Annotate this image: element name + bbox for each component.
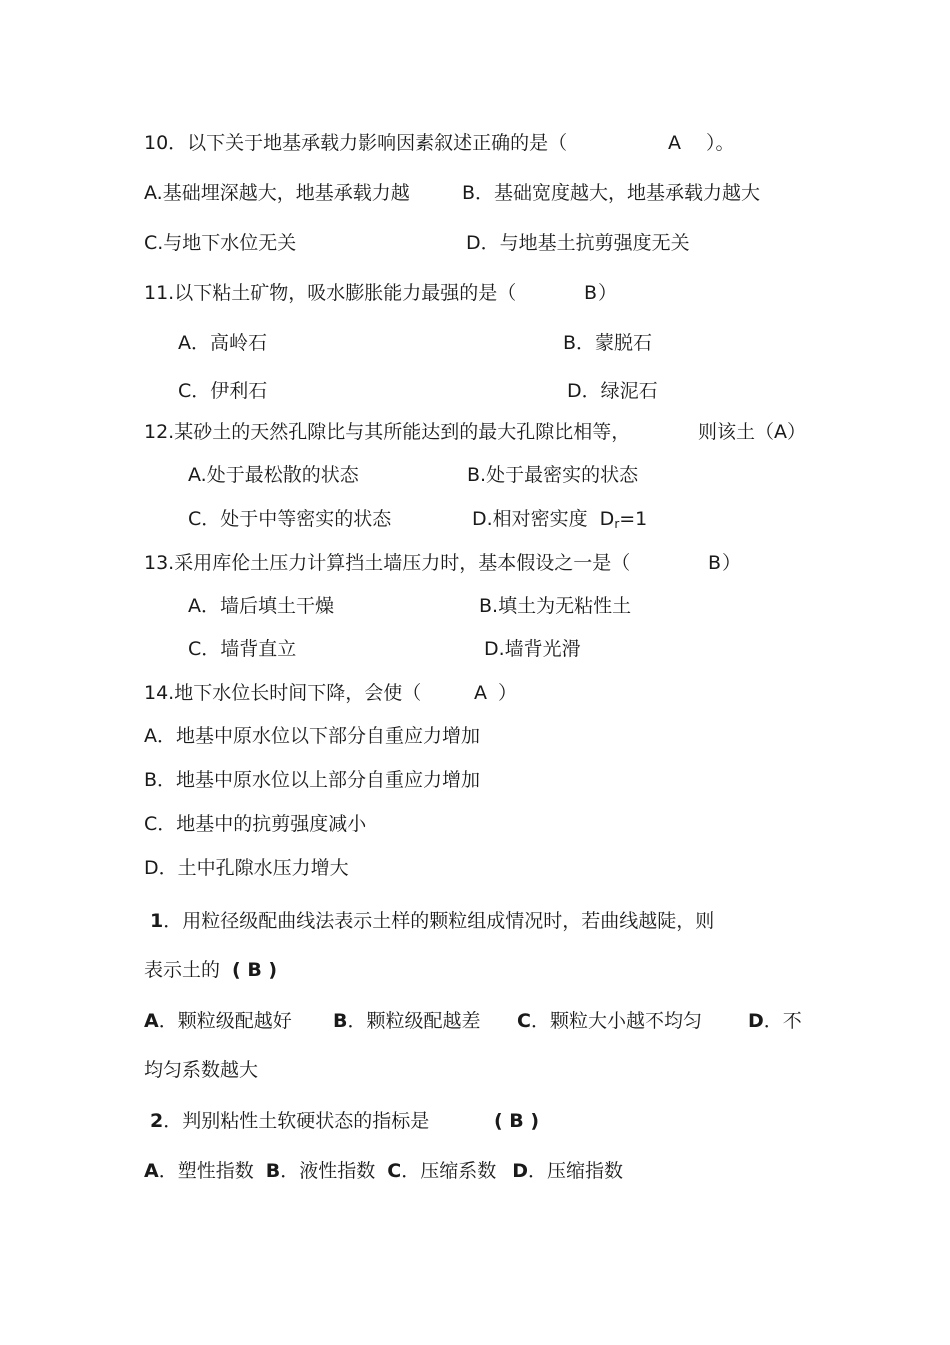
question-13-option-b: B.填土为无粘性土 <box>479 595 632 617</box>
question-10-close: ）。 <box>706 132 735 154</box>
question-10-option-c: C.与地下水位无关 <box>144 232 297 254</box>
question-11-option-a: A．高岭石 <box>178 332 267 354</box>
question-13-option-d: D.墙背光滑 <box>484 638 581 660</box>
question-1-option-a: A．颗粒级配越好 <box>144 1010 292 1032</box>
question-11-stem: 11.以下粘土矿物，吸水膨胀能力最强的是（ <box>144 282 517 304</box>
question-13-option-a: A．墙后填土干燥 <box>188 595 334 617</box>
question-13-option-c: C．墙背直立 <box>188 638 297 660</box>
question-10-answer: A <box>668 132 681 154</box>
question-10-option-a: A.基础埋深越大，地基承载力越 <box>144 182 410 204</box>
question-1-option-c: C．颗粒大小越不均匀 <box>517 1010 702 1032</box>
question-14-option-a: A．地基中原水位以下部分自重应力增加 <box>144 725 480 747</box>
question-13-close: ） <box>722 552 742 574</box>
question-11-option-c: C．伊利石 <box>178 380 268 402</box>
question-14-stem: 14.地下水位长时间下降，会使（ <box>144 682 422 704</box>
question-1-option-b: B．颗粒级配越差 <box>333 1010 481 1032</box>
question-11-option-b: B．蒙脱石 <box>563 332 653 354</box>
question-1-stem-line2: 表示土的 ( B ) <box>144 959 278 981</box>
question-2-options: A．塑性指数 B．液性指数 C．压缩系数 D．压缩指数 <box>144 1160 623 1182</box>
question-1-answer: ( B ) <box>232 959 278 981</box>
question-14-option-c: C．地基中的抗剪强度减小 <box>144 813 367 835</box>
question-1-stem: 1．用粒径级配曲线法表示土样的颗粒组成情况时，若曲线越陡，则 <box>150 910 715 932</box>
question-12-option-a: A.处于最松散的状态 <box>188 464 359 486</box>
question-10-option-d: D．与地基土抗剪强度无关 <box>466 232 690 254</box>
question-13-stem: 13.采用库伦土压力计算挡土墙压力时，基本假设之一是（ <box>144 552 631 574</box>
question-14-answer: A <box>474 682 487 704</box>
question-11-option-d: D．绿泥石 <box>567 380 658 402</box>
question-2-stem: 2．判别粘性土软硬状态的指标是 <box>150 1110 430 1132</box>
question-14-option-d: D．土中孔隙水压力增大 <box>144 857 349 879</box>
question-14-close: ） <box>498 682 518 704</box>
question-12-stem-end: 则该土（A） <box>698 421 806 443</box>
question-1-option-d: D．不 <box>748 1010 802 1032</box>
question-14-option-b: B．地基中原水位以上部分自重应力增加 <box>144 769 481 791</box>
question-10-option-b: B．基础宽度越大，地基承载力越大 <box>462 182 761 204</box>
question-2-answer: ( B ) <box>494 1110 540 1132</box>
question-12-option-c: C．处于中等密实的状态 <box>188 508 392 530</box>
question-11-answer: B <box>584 282 598 304</box>
question-12-option-d: D.相对密实度 $D_r=1$ <box>472 508 648 531</box>
question-12-option-b: B.处于最密实的状态 <box>467 464 639 486</box>
question-12-stem: 12.某砂土的天然孔隙比与其所能达到的最大孔隙比相等， <box>144 421 631 443</box>
question-10-stem: 10．以下关于地基承载力影响因素叙述正确的是（ <box>144 132 568 154</box>
question-11-close: ） <box>598 282 618 304</box>
question-1-option-d-continued: 均匀系数越大 <box>144 1059 259 1081</box>
question-13-answer: B <box>708 552 722 574</box>
